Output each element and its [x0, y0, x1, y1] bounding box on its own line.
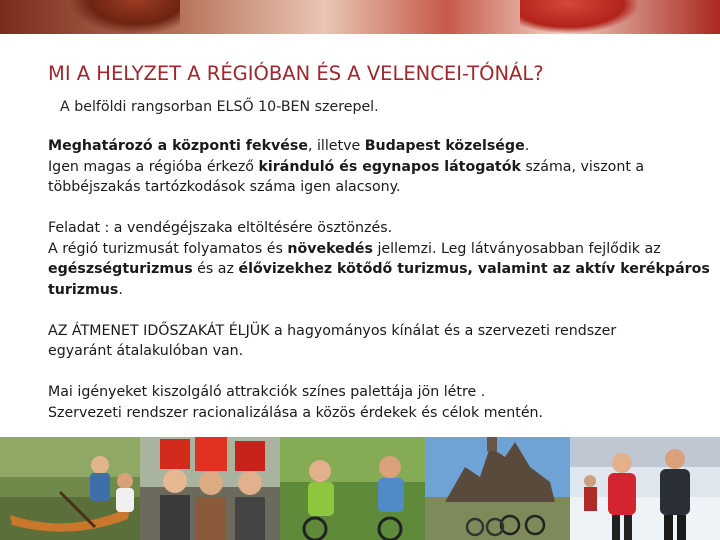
slide-subtitle: A belföldi rangsorban ELSŐ 10-BEN szerepel.	[60, 99, 379, 115]
emphasized-text: Meghatározó a központi fekvése	[48, 138, 308, 154]
text-run: A régió turizmusát folyamatos és	[48, 240, 288, 257]
body-paragraph	[48, 321, 698, 362]
text-run: , illetve	[307, 138, 365, 154]
slide-title: MI A HELYZET A RÉGIÓBAN ÉS A VELENCEI-TÓNÁL?	[48, 62, 544, 85]
cyclists-photo	[280, 437, 425, 540]
text-line	[48, 280, 698, 301]
red-hats-photo	[140, 437, 280, 540]
text-line	[48, 136, 698, 157]
text-line	[48, 177, 698, 198]
photo-strip	[0, 437, 720, 540]
text-run: AZ ÁTMENET IDŐSZAKÁT ÉLJÜK a hagyományos kínálat és a szervezeti rendszer	[48, 322, 617, 339]
text-run: Feladat : a vendégéjszaka eltöltésére ösztönzés.	[48, 220, 393, 236]
text-run: Mai igényeket kiszolgáló attrakciók színes palettája jön létre .	[48, 384, 486, 400]
text-run: száma, viszont a	[520, 158, 645, 175]
text-line	[48, 341, 698, 362]
text-line	[48, 259, 710, 280]
text-line	[48, 239, 698, 260]
emphasized-text: növekedés	[287, 240, 373, 257]
body-paragraph	[48, 136, 698, 198]
text-line	[48, 218, 698, 239]
body-paragraph	[48, 218, 710, 300]
ice-skating-photo	[570, 437, 720, 540]
text-line	[48, 382, 698, 403]
canoe-photo	[0, 437, 140, 540]
text-run: .	[524, 138, 530, 154]
emphasized-text: egészségturizmus	[48, 261, 193, 277]
rock-bikes-photo	[425, 437, 570, 540]
autumn-leaf-decoration	[520, 0, 640, 34]
slide-body	[48, 136, 710, 423]
autumn-leaf-decoration	[70, 0, 180, 34]
text-run: jellemzi. Leg látványosabban fejlődik az	[372, 240, 661, 257]
emphasized-text: Budapest közelsége	[364, 138, 525, 154]
emphasized-text: kiránduló és egynapos látogatók	[258, 158, 521, 175]
text-run: többéjszakás tartózkodások száma igen alacsony.	[48, 179, 401, 195]
emphasized-text: turizmus	[48, 281, 119, 298]
text-run: .	[118, 281, 123, 298]
text-run: és az	[192, 261, 239, 277]
text-line	[48, 157, 698, 178]
text-line	[48, 321, 698, 342]
body-paragraph	[48, 382, 698, 423]
text-line	[48, 403, 698, 424]
decorative-header-band	[0, 0, 720, 34]
text-run: egyaránt átalakulóban van.	[48, 343, 244, 359]
emphasized-text: élővizekhez kötődő turizmus, valamint az aktív kerékpáros	[238, 261, 710, 277]
text-run: Igen magas a régióba érkező	[48, 158, 259, 175]
text-run: Szervezeti rendszer racionalizálása a közös érdekek és célok mentén.	[48, 404, 544, 421]
